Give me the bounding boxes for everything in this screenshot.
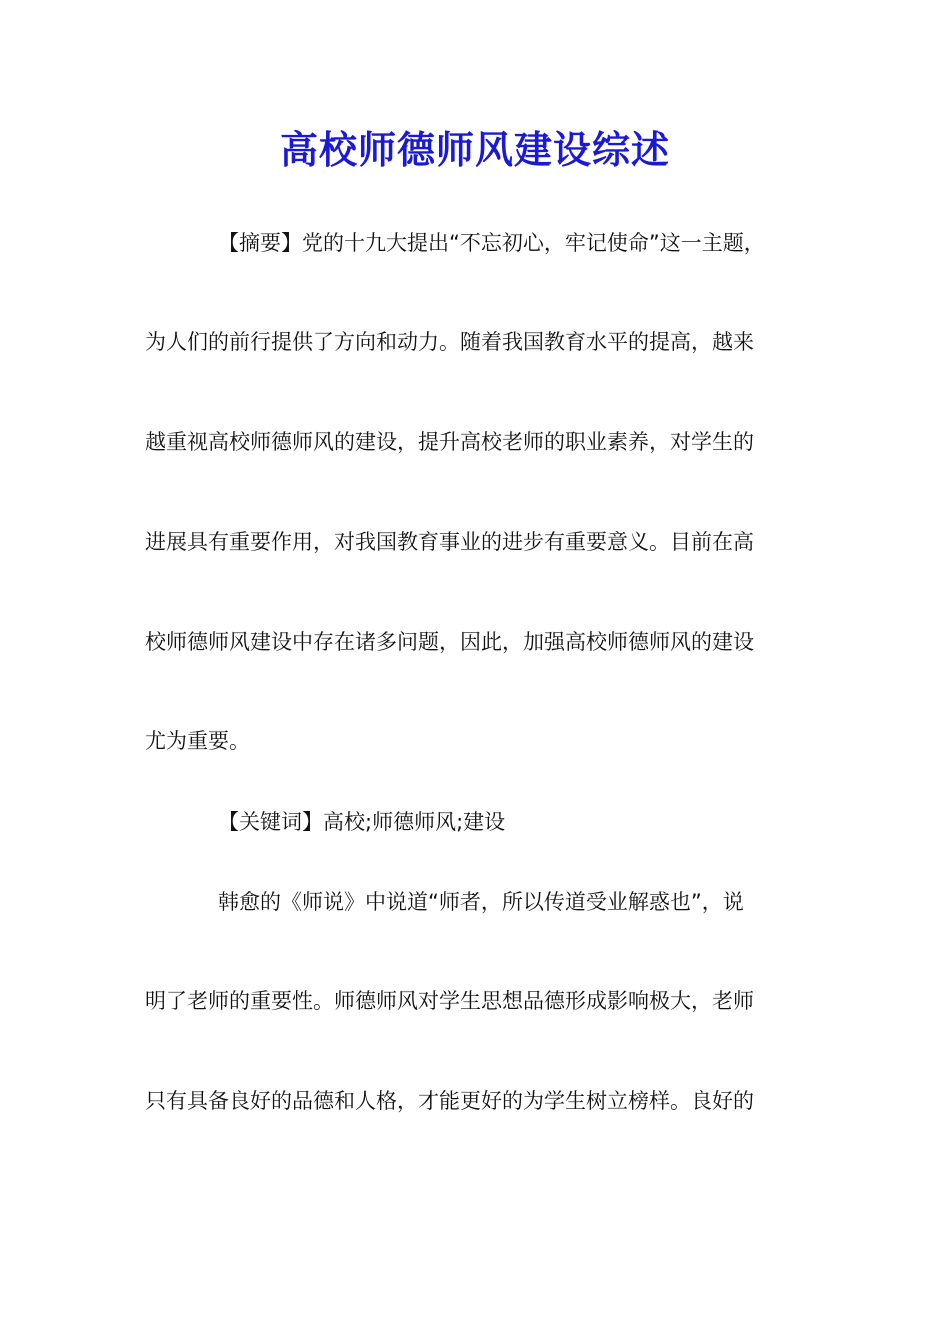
keywords-line: 【关键词】高校;师德师风;建设 [218,810,506,834]
abstract-line-3: 越重视高校师德师风的建设，提升高校老师的职业素养，对学生的 [145,430,754,454]
abstract-line-4: 进展具有重要作用，对我国教育事业的进步有重要意义。目前在高 [145,530,754,554]
abstract-line-2: 为人们的前行提供了方向和动力。随着我国教育水平的提高，越来 [145,330,754,354]
document-title: 高校师德师风建设综述 [279,127,670,172]
body-line-3: 只有具备良好的品德和人格，才能更好的为学生树立榜样。良好的 [145,1089,754,1113]
abstract-line-6: 尤为重要。 [145,729,250,753]
abstract-line-1: 【摘要】党的十九大提出“不忘初心，牢记使命”这一主题， [218,231,765,255]
body-line-1: 韩愈的《师说》中说道“师者，所以传道受业解惑也”，说 [218,890,744,914]
abstract-line-5: 校师德师风建设中存在诸多问题，因此，加强高校师德师风的建设 [145,630,754,654]
body-line-2: 明了老师的重要性。师德师风对学生思想品德形成影响极大，老师 [145,989,754,1013]
